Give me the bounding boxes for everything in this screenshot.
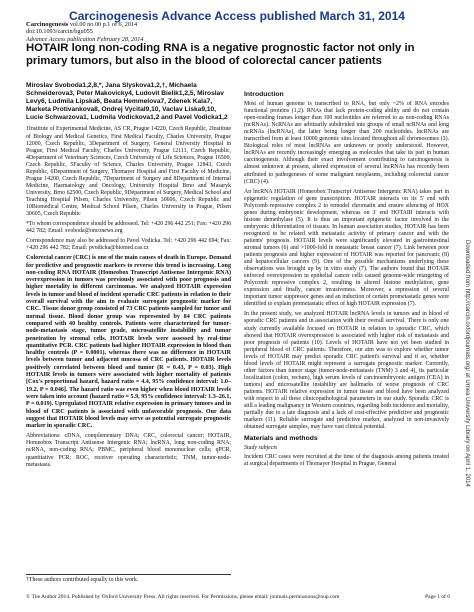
download-notice: Downloaded from http://carcin.oxfordjournals.org/ at Umea University Library on April 1, 2014 xyxy=(464,240,470,487)
methods-text: Incident CRC cases were recruited at the time of the diagnosis among patients treated at surgical departments of Thomayer Hospital in Prague, General xyxy=(244,454,449,468)
copyright: © The Author 2014. Published by Oxford University Press. All rights reserved. For Permissions, please email: journals.permissions@oup.com xyxy=(26,594,340,600)
methods-heading: Materials and methods xyxy=(244,435,318,443)
doi: doi:10.1093/carcin/bgu055 xyxy=(26,28,93,36)
footnote: †These authors contributed equally to this work. xyxy=(26,577,139,583)
journal-volume: vol.00 no.00 p.1 of 6, 2014 xyxy=(68,21,138,28)
advance-access-banner: Carcinogenesis Advance Access published March 31, 2014 xyxy=(69,9,405,23)
journal-info xyxy=(26,21,143,43)
journal-name: Carcinogenesis xyxy=(26,21,69,28)
page-number: Page 1 of 6 xyxy=(425,594,450,600)
abbreviations: Abbreviations: cDNA, complementary DNA; CRC, colorectal cancer; HOTAIR, Homeobox Transcript Antisense Intergenic RNA; lncRNA, long non-coding RNA; ncRNA, non-coding RNA; PBMC, peripheral blood mononuclear cells; qPCR, quantitative PCR; ROC, receiver operating characteristic; TNM, tumor-node-metastasis. xyxy=(26,433,231,468)
page-footer xyxy=(26,594,450,600)
author-list: Miroslav Svoboda1,2,8,*, Jana Slyskova1,2,†, Michaela Schneiderova3, Peter Makovicky4, Ludovit Bielik1,2,5, Miroslav Levy6, Ludmila Lipska6, Beata Hemmelova7, Zdenek Kala7, Marketa Protivankova8, Ondrej Vycital9,10, Vaclav Liska9,10, Lucie Schwarzova1, Ludmila Vodickova1,2 and Pavel Vodicka1,2 xyxy=(26,82,228,122)
publication-date: Advance Access publication February 28, 2014 xyxy=(26,35,144,43)
intro-heading: Introduction xyxy=(244,91,284,98)
left-column xyxy=(26,82,231,469)
abstract: Colorectal cancer (CRC) is one of the main causes of death in Europe. Demand for predictive and prognostic markers to reverse this trend is increasing. Long non-coding RNA HOTAIR (Homeobox Transcript Antisense Intergenic RNA) overexpression in tumors was previously associated with poor prognosis and higher mortality in different carcinomas. We analyzed HOTAIR expression levels in tumor and blood of incident sporadic CRC patients in relation to their overall survival with the aim to evaluate surrogate prognostic marker for CRC. Tissue donor group consisted of 73 CRC patients sampled for tumor and normal tissue. Blood donor group was represented by 84 CRC patients compared with 40 healthy controls. Patients were characterized for tumor-node-metastasis stage, tumor grade, microsatellite instability and tumor penetration by stromal cells. HOTAIR levels were assessed by real-time quantitative PCR. CRC patients had higher HOTAIR expression in blood than healthy controls (P = 0.0001), whereas there was no difference in HOTAIR levels between tumor and adjacent mucosa of CRC patients. HOTAIR levels positively correlated between blood and tumor (R = 0.43, P = 0.03). High HOTAIR levels in tumors were associated with higher mortality of patients [Cox's proportional hazard, hazard ratio = 4.4, 95% confidence interval: 1.0–19.2, P = 0.046]. The hazard ratio was even higher when blood HOTAIR levels were taken into account (hazard ratio = 5.9, 95% confidence interval: 1.3–26.1, P = 0.019). Upregulated HOTAIR relative expression in primary tumors and in blood of CRC patients is associated with unfavorable prognosis. Our data suggest that HOTAIR blood levels may serve as potential surrogate prognostic marker in sporadic CRC. xyxy=(26,255,231,430)
right-column xyxy=(244,91,449,471)
methods-subheading: Study subjects xyxy=(244,445,278,452)
affiliations: 1Institute of Experimental Medicine, AS CR, Prague 14220, Czech Republic, 2Institute of Biology and Medical Genetics, First Medical Faculty, Charles University, Prague 12000, Czech Republic, 3Department of Surgery, General University Hospital in Prague, First Medical Faculty, Charles University, Prague 12111, Czech Republic, 4Department of Veterinary Sciences, Czech University of Life Sciences, Prague 16500, Czech Republic, 5Faculty of Science, Charles University, Prague 12843, Czech Republic, 6Department of Surgery, Thomayer Hospital and First Faculty of Medicine, Prague 14200, Czech Republic, 7Department of Surgery and 8Department of Internal Medicine, Haematology and Oncology, University Hospital Brno and Masaryk University, Brno 62500, Czech Republic, 9Department of Surgery, Medical School and Teaching Hospital Pilsen, Charles University, Pilsen 30606, Czech Republic and 10Biomedical Centre, Medical School Pilsen, Charles University in Prague, Pilsen 30605, Czech Republic xyxy=(26,126,231,218)
intro-paragraph-1: Most of human genome is transcribed to RNA, but only ~2% of RNA encodes functional proteins (1,2). RNAs that lack protein-coding ability and do not contain open-reading frames longer than 100 nucleotides are referred to as non-coding RNAs (ncRNAs). NcRNAs are arbitrarily subdivided into groups of small ncRNAs and long ncRNAs (lncRNAs), the latter being longer than 200 nucleotides. lncRNAs are transcribed from at least 10000 genomic sites located throughout all chromosomes (3). Biological roles of most lncRNAs are unknown or poorly understood. However, lncRNAs are recently increasingly emerging as molecules that take its part in human carcinogenesis. Although their exact involvement contributing to carcinogenesis is almost unknown at present, altered expression of several lncRNAs has recently been attributed to pathogeneses of some malignant neoplasms, including colorectal cancer (CRC) (4). xyxy=(244,101,449,185)
article-title: HOTAIR long non-coding RNA is a negative prognostic factor not only in primary tumors, but also in the blood of colorectal cancer patients xyxy=(26,42,415,67)
download-sidebar xyxy=(462,240,472,600)
correspondence-secondary: Correspondence may also be addressed to Pavel Vodicka. Tel: +420 296 442 694; Fax: +420 296 442 782; Email: pvodicka@biomed.cas.cz xyxy=(26,238,231,252)
correspondence: *To whom correspondence should be addressed. Tel: +420 296 442 251; Fax: +420 296 442 782; Email: svoboda@onconews.org xyxy=(26,221,231,235)
footnote-rule xyxy=(26,574,231,575)
intro-paragraph-2: An lncRNA HOTAIR (Homeobox Transcript Antisense Intergenic RNA) takes part in epigenetic regulation of gene transcription. HOTAIR interacts on its 5' end with Polycomb repressive complex 2 to remodel chromatin and ensure silencing of HOX genes during embryonic development, whereas on 3' end HOTAIR interacts with histone demethylase (5). It is thus an important epigenetic factor involved in the embryonic differentiation of tissues. In human association studies, HOTAIR has been recognized to be related with metastatic activity of primary cancer and with the patients' prognosis. HOTAIR levels were significantly elevated in gastrointestinal stromal tumors (6) and >1000-fold in metastatic breast cancer (7). Link between poor patients prognosis and higher expression of HOTAIR was reported for pancreatic (8) and hepatocellular cancers (9). One of the possible mechanisms underlying these observations was brought up by in vitro study (7). The authors found that HOTAIR enforced overexpression in epithelial cancer cells caused genome-wide retargeting of Polycomb repressive complex 2, resulting in altered histone methylation, gene expression and finally, cancer invasiveness. Moreover, a repression of several important tumor suppressor genes and an induction of certain prometastatic genes were identified to explain prometastatic effect of high HOTAIR expression (7). xyxy=(244,188,449,308)
intro-paragraph-3: In the present study, we analyzed HOTAIR lncRNA levels in tumors and in blood of sporadic CRC patients and in association with their overall survival. There is only one study currently available focused on HOTAIR in relation to sporadic CRC, which showed that HOTAIR overexpression is associated with higher risk of metastasis and poor prognosis of patients (10). Levels of HOTAIR have not yet been studied in peripheral blood of CRC patients. Therefore, our aim was to explore whether tumor levels of HOTAIR may predict sporadic CRC patient's survival and if so, whether blood levels of HOTAIR might represent a surrogate prognostic marker. Currently, other factors than tumor stage (tumor-node-metastasis (TNM) 3 and 4), its particular localization (colon, rectum), high serum levels of carcinoembryonic antigen (CEA) in tumors) and microsatellite instability are hallmarks of worse prognosis of CRC patients. HOTAIR relative expression in tumor tissue and blood have been analyzed with respect to all these clinicopathological parameters in our study. Sporadic CRC is still a leading malignancy in Western countries, regarding both incidence and mortality, partially due to a late diagnosis and a lack of cost-effective predictive and prognostic markers (11). Reliable surrogate and predictive marker, analyzed in non-invasively obtained surrogate samples, may have vast clinical potential. xyxy=(244,311,449,431)
